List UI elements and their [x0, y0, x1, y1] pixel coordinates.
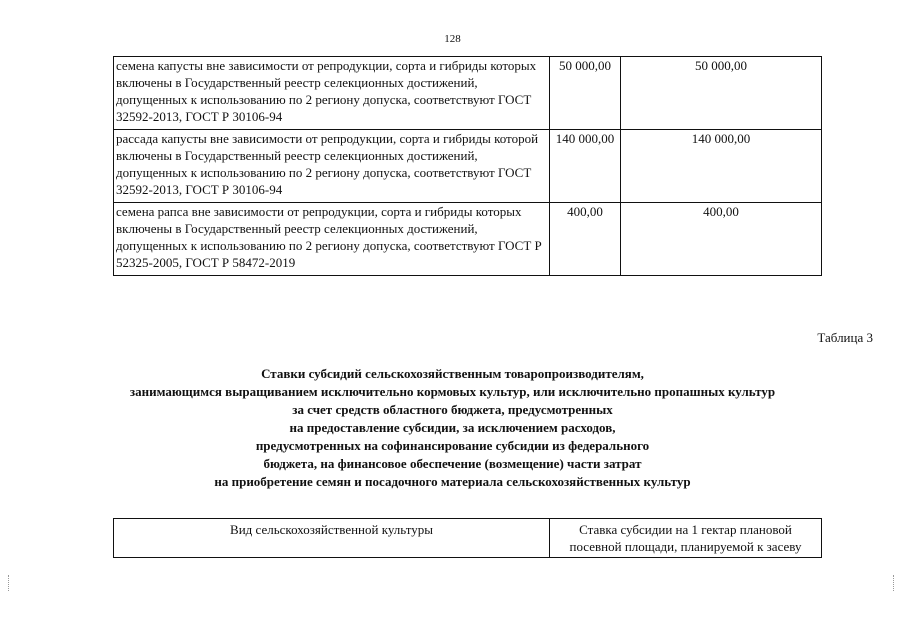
heading-line: занимающимся выращиванием исключительно кормовых культур, или исключительно пропашных культур — [129, 384, 776, 399]
rate-value: 50 000,00 — [550, 57, 621, 130]
table-header-row — [114, 519, 822, 558]
table-row — [114, 57, 822, 130]
table-row — [114, 130, 822, 203]
scan-edge-mark — [8, 575, 12, 591]
heading-line: бюджета, на финансовое обеспечение (возмещение) части затрат — [263, 456, 642, 471]
subsidy-table-3 — [113, 518, 822, 558]
rate-value: 140 000,00 — [550, 130, 621, 203]
crop-description: семена рапса вне зависимости от репродукции, сорта и гибриды которых включены в Государственный реестр селекционных достижений, допущенных к использованию по 2 региону допуска, соответствуют ГОСТ Р 52325-2005, ГОСТ Р 58472-2019 — [114, 203, 550, 276]
rate-value: 50 000,00 — [621, 57, 822, 130]
table-label: Таблица 3 — [817, 330, 873, 345]
heading-line: за счет средств областного бюджета, предусмотренных — [292, 402, 613, 417]
rate-value: 400,00 — [621, 203, 822, 276]
scan-edge-mark — [893, 575, 897, 591]
table-heading — [0, 365, 905, 491]
rate-value: 140 000,00 — [621, 130, 822, 203]
crop-description: семена капусты вне зависимости от репродукции, сорта и гибриды которых включены в Государственный реестр селекционных достижений, допущенных к использованию по 2 региону допуска, соответствуют ГОСТ 32592-2013, ГОСТ Р 30106-94 — [114, 57, 550, 130]
rate-value: 400,00 — [550, 203, 621, 276]
table-row — [114, 203, 822, 276]
heading-line: на предоставление субсидии, за исключением расходов, — [289, 420, 616, 435]
page-number: 128 — [444, 33, 461, 45]
column-header-rate: Ставка субсидии на 1 гектар плановой посевной площади, планируемой к засеву — [550, 519, 822, 558]
crop-description: рассада капусты вне зависимости от репродукции, сорта и гибриды которой включены в Государственный реестр селекционных достижений, допущенных к использованию по 2 региону допуска, соответствуют ГОСТ 32592-2013, ГОСТ Р 30106-94 — [114, 130, 550, 203]
heading-line: Ставки субсидий сельскохозяйственным товаропроизводителям, — [261, 366, 644, 381]
column-header-crop: Вид сельскохозяйственной культуры — [114, 519, 550, 558]
subsidy-table-continued — [113, 56, 822, 276]
heading-line: предусмотренных на софинансирование субсидии из федерального — [255, 438, 650, 453]
heading-line: на приобретение семян и посадочного материала сельскохозяйственных культур — [214, 474, 691, 489]
